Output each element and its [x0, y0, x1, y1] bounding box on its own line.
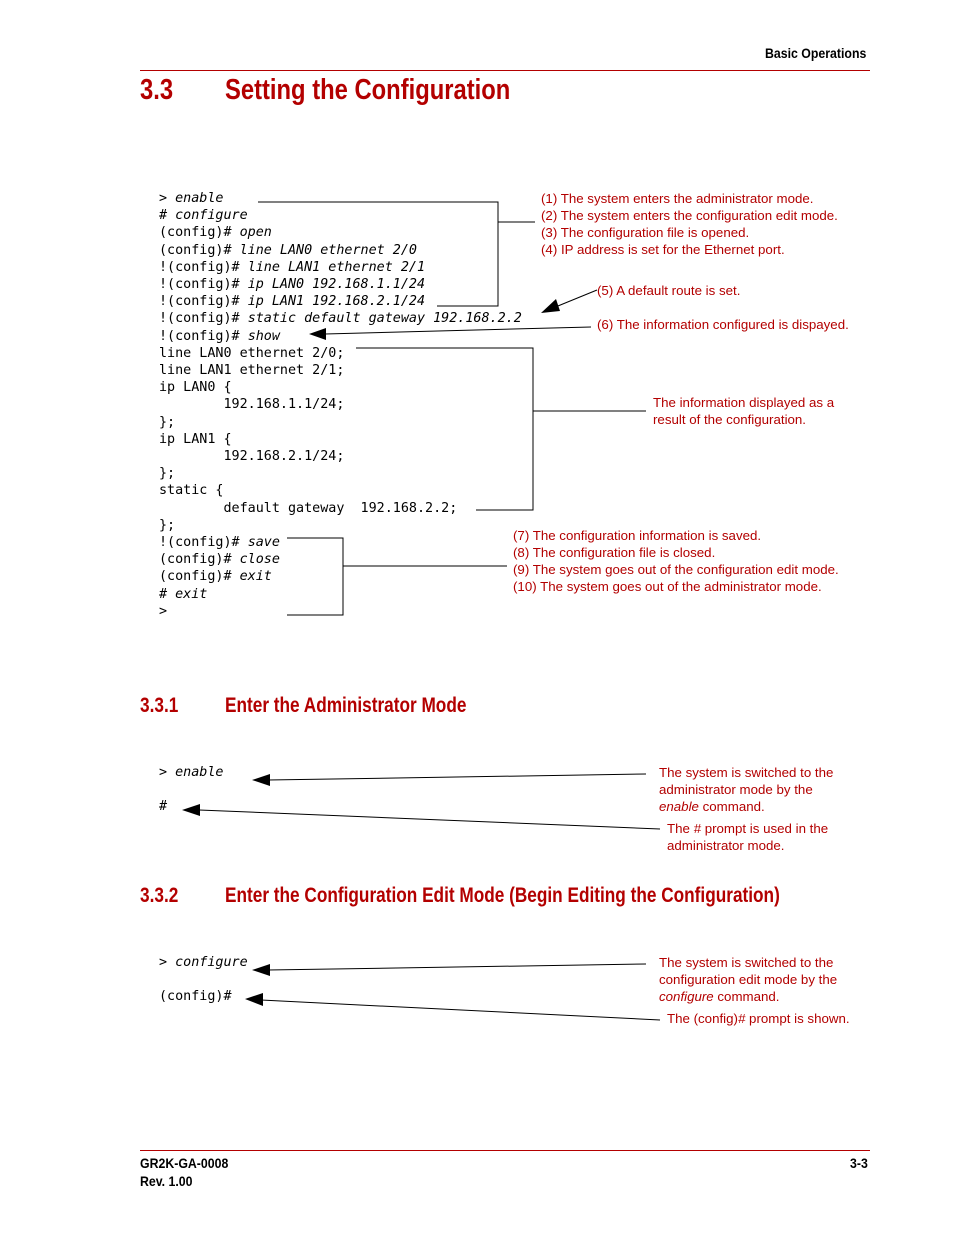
leader-sub2-a — [268, 964, 646, 970]
note-4: (4) IP address is set for the Ethernet port. — [541, 242, 785, 257]
command-text: open — [239, 225, 272, 241]
command-text: show — [247, 328, 280, 344]
code-line: (config)# line LAN0 ethernet 2/0 — [159, 242, 417, 258]
sub2-note-a: The system is switched to the configuration edit mode by the configure command. — [659, 955, 838, 1004]
command-text: exit — [175, 586, 208, 602]
bracket-group2 — [287, 538, 343, 615]
code-line: !(config)# save — [159, 535, 280, 551]
sub1-command-line: > enable — [159, 765, 224, 780]
arrowhead-sub1-a — [252, 774, 270, 786]
arrowhead-note6 — [309, 328, 326, 340]
code-line: # configure — [159, 208, 248, 224]
code-line: (config)# exit — [159, 569, 272, 585]
subsection-2-title: Enter the Configuration Edit Mode (Begin Editing the Configuration) — [225, 884, 780, 907]
code-line: line LAN1 ethernet 2/1; — [159, 363, 345, 379]
code-line: (config)# close — [159, 552, 280, 568]
code-line: ip LAN0 { — [159, 380, 232, 396]
note-3: (3) The configuration file is opened. — [541, 225, 750, 240]
command-text: close — [239, 552, 280, 568]
command-text: ip LAN1 192.168.2.1/24 — [247, 294, 426, 310]
footer-rule — [140, 1150, 870, 1151]
code-line: > — [159, 603, 168, 619]
code-line: !(config)# ip LAN1 192.168.2.1/24 — [159, 294, 426, 310]
code-line: line LAN0 ethernet 2/0; — [159, 345, 345, 361]
command-text: enable — [175, 191, 224, 206]
code-line: !(config)# show — [159, 328, 280, 344]
subsection-1-number: 3.3.1 — [140, 694, 179, 717]
note-display-result: The information displayed as a result of the configuration. — [653, 395, 835, 427]
note-5: (5) A default route is set. — [597, 283, 741, 298]
section-title: Setting the Configuration — [225, 74, 511, 106]
arrowhead-sub2-b — [245, 993, 263, 1006]
subsection-1-title: Enter the Administrator Mode — [225, 694, 467, 717]
command-text: ip LAN0 192.168.1.1/24 — [247, 277, 426, 293]
footer-page-number: 3-3 — [850, 1155, 868, 1171]
code-line: > enable — [159, 191, 224, 206]
sub2-note-b: The (config)# prompt is shown. — [667, 1011, 850, 1026]
command-text: save — [247, 535, 280, 551]
sub1-note-a: The system is switched to the administrator mode by the enable command. — [659, 765, 834, 814]
note-8: (8) The configuration file is closed. — [513, 545, 716, 560]
leader-sub1-b — [199, 810, 660, 829]
code-line: ip LAN1 { — [159, 431, 232, 447]
code-line: !(config)# ip LAN0 192.168.1.1/24 — [159, 277, 426, 293]
bracket-display — [356, 348, 533, 510]
section-number: 3.3 — [140, 74, 174, 106]
arrowhead-note5 — [541, 299, 560, 313]
command-text: exit — [239, 569, 272, 585]
code-line: }; — [159, 466, 176, 482]
footer-revision: Rev. 1.00 — [140, 1173, 193, 1189]
code-line: default gateway 192.168.2.2; — [159, 500, 458, 516]
leader-sub1-a — [268, 774, 646, 780]
code-line: !(config)# static default gateway 192.168.2.2 — [159, 311, 522, 327]
code-line: 192.168.1.1/24; — [159, 397, 345, 413]
note-6: (6) The information configured is dispayed. — [597, 317, 849, 332]
arrowhead-sub1-b — [182, 804, 200, 816]
sub1-prompt-line: # — [159, 799, 168, 814]
leader-note6 — [325, 327, 591, 334]
code-line: static { — [159, 483, 224, 499]
command-text: line LAN0 ethernet 2/0 — [239, 242, 417, 258]
bracket-group1 — [258, 202, 498, 306]
note-10: (10) The system goes out of the administrator mode. — [513, 579, 822, 594]
note-2: (2) The system enters the configuration edit mode. — [541, 208, 838, 223]
code-line: }; — [159, 517, 176, 533]
code-line: # exit — [159, 586, 208, 602]
configure-command: configure — [175, 955, 248, 970]
sub1-note-b: The # prompt is used in the administrator mode. — [667, 821, 829, 853]
sub2-prompt-line: (config)# — [159, 989, 232, 1004]
note-1: (1) The system enters the administrator mode. — [541, 191, 814, 206]
leader-sub2-b — [261, 1000, 660, 1020]
enable-command: enable — [175, 765, 224, 780]
code-line: 192.168.2.1/24; — [159, 449, 345, 465]
command-text: static default gateway 192.168.2.2 — [247, 311, 522, 327]
code-line: (config)# open — [159, 225, 272, 241]
footer-doc-id: GR2K-GA-0008 — [140, 1155, 229, 1171]
sub2-command-line: > configure — [159, 955, 248, 970]
code-line: }; — [159, 414, 176, 430]
command-text: configure — [175, 208, 248, 224]
arrowhead-sub2-a — [252, 964, 270, 976]
subsection-2-number: 3.3.2 — [140, 884, 179, 907]
note-7: (7) The configuration information is saved. — [513, 528, 762, 543]
running-header: Basic Operations — [765, 45, 867, 61]
leader-note5 — [553, 290, 597, 308]
command-text: line LAN1 ethernet 2/1 — [247, 259, 426, 275]
code-line: !(config)# line LAN1 ethernet 2/1 — [159, 259, 426, 275]
note-9: (9) The system goes out of the configuration edit mode. — [513, 562, 839, 577]
